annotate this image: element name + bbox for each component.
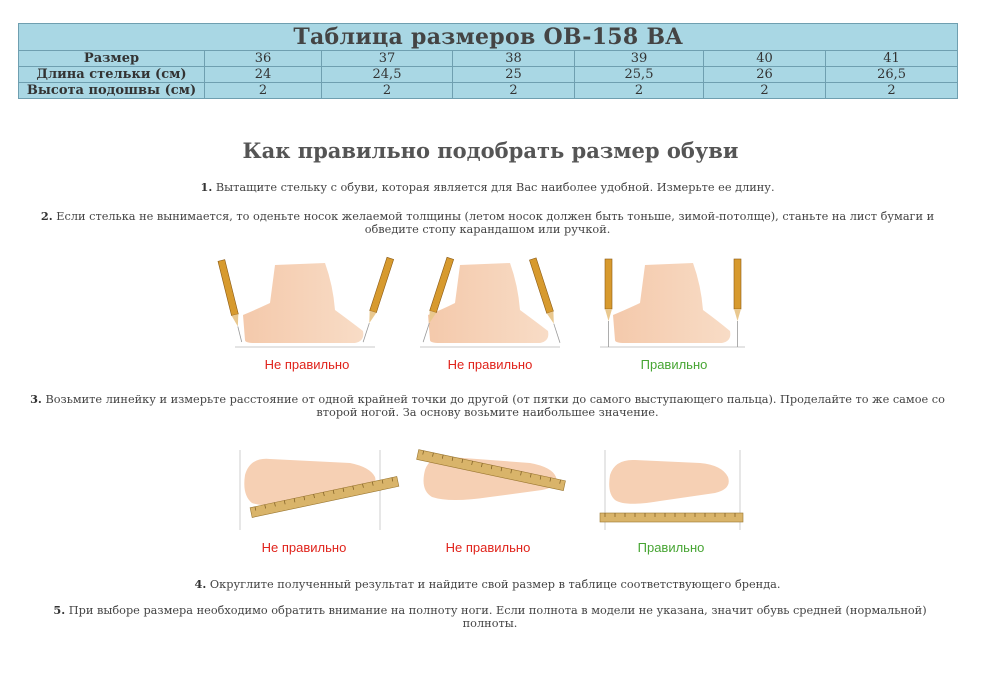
pencil-illustrations xyxy=(215,255,755,355)
size-table xyxy=(18,23,958,99)
ruler-figure-2-label: Не правильно xyxy=(445,540,531,555)
row-header: Длина стельки (см) xyxy=(19,67,205,83)
step-text: Округлите полученный результат и найдите свой размер в таблице соответствующего бренда. xyxy=(209,578,781,591)
foot-pencil-figure-2 xyxy=(420,257,564,347)
table-cell: 25,5 xyxy=(575,67,704,83)
table-row xyxy=(19,51,958,67)
table-cell: 37 xyxy=(322,51,453,67)
size-table-title: Таблица размеров OB-158 BA xyxy=(19,24,958,51)
step-1 xyxy=(20,181,955,194)
table-cell: 25 xyxy=(453,67,575,83)
foot-ruler-figure-3 xyxy=(600,450,743,530)
step-2 xyxy=(20,210,955,236)
step-number: 4. xyxy=(194,577,207,591)
table-cell: 2 xyxy=(322,83,453,99)
guide-title: Как правильно подобрать размер обуви xyxy=(242,138,739,163)
row-header: Размер xyxy=(19,51,205,67)
table-cell: 26 xyxy=(704,67,826,83)
table-cell: 2 xyxy=(453,83,575,99)
pencil-icon xyxy=(734,259,741,347)
step-3 xyxy=(20,393,955,419)
pencil-icon xyxy=(605,259,612,347)
ruler-figure-1-label: Не правильно xyxy=(261,540,347,555)
table-row xyxy=(19,67,958,83)
step-number: 5. xyxy=(53,603,66,617)
step-number: 2. xyxy=(40,209,53,223)
foot-shape xyxy=(243,263,363,343)
step-5 xyxy=(40,604,940,630)
table-cell: 24,5 xyxy=(322,67,453,83)
foot-ruler-figure-2 xyxy=(417,450,566,500)
pencil-icon xyxy=(218,260,245,343)
pencil-figure-2-label: Не правильно xyxy=(447,357,533,372)
table-cell: 2 xyxy=(205,83,322,99)
table-cell: 2 xyxy=(704,83,826,99)
foot-shape xyxy=(613,263,730,343)
table-row xyxy=(19,83,958,99)
step-text: Вытащите стельку с обуви, которая является для Вас наиболее удобной. Измерьте ее длину. xyxy=(215,181,775,194)
step-4 xyxy=(20,578,955,591)
table-cell: 36 xyxy=(205,51,322,67)
table-cell: 39 xyxy=(575,51,704,67)
foot-shape xyxy=(609,460,729,504)
step-text: При выборе размера необходимо обратить внимание на полноту ноги. Если полнота в модели не указана, значит обувь средней (нормальной) полноты. xyxy=(68,604,927,630)
step-text: Если стелька не вынимается, то оденьте носок желаемой толщины (летом носок должен быть тоньше, зимой-потолще), станьте на лист бумаги и обведите стопу карандашом или ручкой. xyxy=(56,210,935,236)
foot-pencil-figure-3 xyxy=(600,259,745,347)
table-cell: 26,5 xyxy=(826,67,958,83)
foot-pencil-figure-1 xyxy=(218,257,394,347)
table-cell: 41 xyxy=(826,51,958,67)
table-cell: 2 xyxy=(826,83,958,99)
step-text: Возьмите линейку и измерьте расстояние от одной крайней точки до другой (от пятки до самого выступающего пальца). Проделайте то же самое со второй ногой. За основу возьмите наибольшее значение. xyxy=(45,393,945,419)
ruler-illustrations xyxy=(230,445,755,535)
step-number: 3. xyxy=(30,392,42,406)
pencil-figure-3-label: Правильно xyxy=(640,357,708,372)
table-cell: 2 xyxy=(575,83,704,99)
table-cell: 40 xyxy=(704,51,826,67)
foot-ruler-figure-1 xyxy=(240,450,399,530)
ruler-figure-3-label: Правильно xyxy=(637,540,705,555)
step-number: 1. xyxy=(200,180,213,194)
table-cell: 38 xyxy=(453,51,575,67)
pencil-figure-1-label: Не правильно xyxy=(264,357,350,372)
table-cell: 24 xyxy=(205,67,322,83)
row-header: Высота подошвы (см) xyxy=(19,83,205,99)
pencil-icon xyxy=(360,257,394,343)
ruler-icon xyxy=(600,513,743,522)
